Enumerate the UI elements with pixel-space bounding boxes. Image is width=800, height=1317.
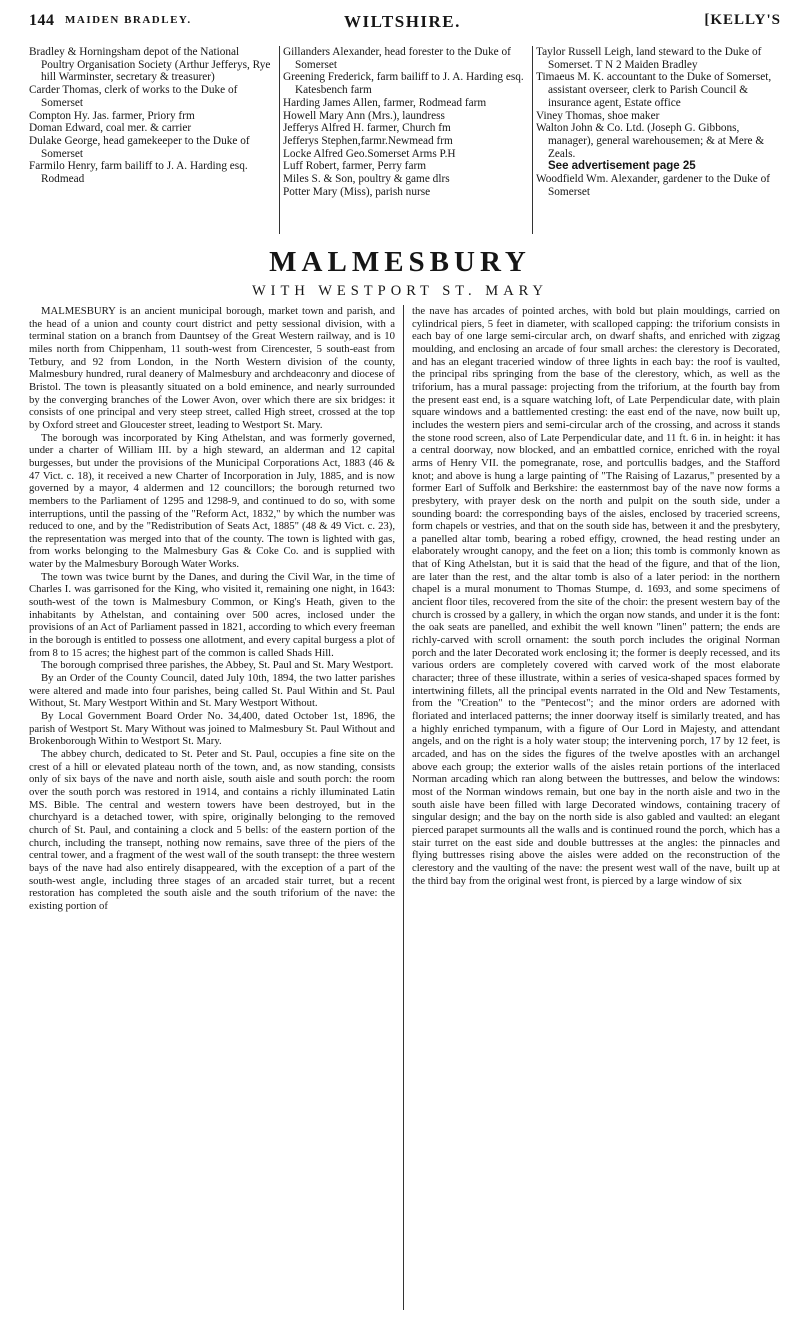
body-paragraph: The abbey church, dedicated to St. Peter and St. Paul, occupies a fine site on the crest of a hill or elevated plateau north of the town, and, as now standing, consists only of six bays of the nave and north aisle, south aisle and south porch: the room over the south porch was restored in 1914, and contains a richly illuminated Latin MS. Bible. The central and western towers have been destroyed, but in the churchyard is a detached tower, with spire, originally belonging to the removed church of St. Paul, and containing a clock and 5 bells: of the eastern portion of the church, including the transept, nothing now remains, save three of the piers of the central tower, and a fragment of the west wall of the south transept: the three western bays of the nave had also entirely disappeared, with the exception of a part of the south-west angle, including three stages of an arcaded stair turret, but a recent restoration has completed the south aisle and the south triforium of the nave: the existing portion of	[29, 747, 395, 912]
directory-entry: Luff Robert, farmer, Perry farm	[283, 160, 427, 173]
section-subtitle: WITH WESTPORT ST. MARY	[251, 283, 549, 299]
county-heading: WILTSHIRE.	[344, 12, 461, 31]
directory-column-1	[29, 46, 275, 186]
directory-entry: Carder Thomas, clerk of works to the Duke of Somerset	[29, 84, 238, 109]
section-title: MALMESBURY	[269, 246, 531, 278]
directory-entry: Dulake George, head gamekeeper to the Duke of Somerset	[29, 134, 250, 160]
directory-entry: Timaeus M. K. accountant to the Duke of Somerset, assistant overseer, clerk to Parish Council & insurance agent, Estate office	[536, 71, 772, 109]
body-paragraph: the nave has arcades of pointed arches, with bold but plain mouldings, carried on cylindrical piers, 5 feet in diameter, with scalloped capping: the triforium consists in each bay of one large semi-circular arch, on dwarf shafts, and enriched with zigzag moulding, and enclosing an arcade of four small arches: the clerestory is Decorated, and has an elegant traceried window of three lights in each bay: the roof is vaulted, the principal ribs springing from the base of the clerestory, which, as well as the triforium, has a mural passage: projecting from the triforium, at the fourth bay from the present east end, is a square watching loft, of Late Perpendicular date, with plain square windows and a battlemented cresting: the east end of the nave, now built up, includes the western piers and semi-circular arch of the crossing, and across it stands the stone rood screen, also of Late Perpendicular date, and 11 ft. 6 in. in height: it has a central doorway, now blocked, and an embattled cornice, enriched with the royal arms of Henry VII. the pomegranate, rose, and portcullis badges, and the Stafford knot; and above is hung a large painting of "The Raising of Lazarus," presented by a former Earl of Suffolk and Berkshire: the easternmost bay of the nave now forms a presbytery, with prayer desk on the north and pulpit on the south side, under a sounding board: the corresponding bays of the aisles, enclosed by traceried screens, form chapels or vestries, and that on the south side has, between it and the presbytery, a panelled altar tomb, bearing a robed effigy, crowned, the head resting under an elaborately wrought canopy, and the feet on a lion; this tomb is commonly known as that of King Athelstan, but it is said that the head of the figure, and that of the lion, are later than the rest, and the altar tomb is also of a later period: in the northern chapel is a mural monument to Thomas Stumpe, d. 1693, and some specimens of ancient floor tiles, recovered from the site of the choir: the present western bay of the church is crossed by a gallery, in which the organ now stands, and under it is the font: the oak seats are panelled, and exhibit the well known "linen" pattern; the ends are richly-carved with scroll ornament: the south porch includes the original Norman porch and the later Decorated work enclosing it; the former is deeply recessed, and its various orders are completely covered with carved work of the most elaborate character; three of these illustrate, within a series of vesica-shaped spaces formed by intertwining fillets, all the principal events narrated in the Old and New Testaments, from the "Creation" to the "Pentecost"; and the minor orders are adorned with floriated and interlaced patterns; the inner doorway itself is similarly treated, and has a highly enriched tympanum, with a figure of Our Lord in Majesty, and attendant angels, and on the right is a holy water stoup; the intervening porch, 17 by 12 feet, is arcaded, and has on the sides the figures of the twelve apostles with an archangel above each group; the exterior walls of the aisles retain portions of the interlaced Norman arcading which ran along between the buttresses, and below the windows: most of the Norman windows remain, but one bay in the north aisle and two in the south aisle have been filled with large Decorated windows, containing tracery of singular design; and the bay on the north side is also gabled and vaulted: an elegant pierced parapet surmounts all the walls and is continued round the porch, which has a stair turret on the east side and double buttresses at the angles: the pinnacles and flying buttresses rising above the aisles were added on the reconstruction of the clerestory and the vaulting of the nave: the present west wall of the nave, built up at the third bay from the original west front, is pierced by a large window of six	[412, 305, 780, 887]
page-number: 144	[29, 12, 55, 29]
directory-entry: Walton John & Co. Ltd. (Joseph G. Gibbons, manager), general warehousemen; & at Mere & Zeals.	[536, 122, 765, 160]
directory-entry: Greening Frederick, farm bailiff to J. A. Harding esq. Katesbench farm	[283, 71, 524, 97]
directory-entry: Woodfield Wm. Alexander, gardener to the Duke of Somerset	[536, 173, 771, 198]
directory-entry: Locke Alfred Geo.Somerset Arms P.H	[283, 147, 456, 160]
publisher-name: [KELLY'S	[704, 12, 781, 28]
directory-entry: Jefferys Alfred H. farmer, Church fm	[283, 122, 451, 135]
directory-entry: Gillanders Alexander, head forester to the Duke of Somerset	[283, 46, 511, 71]
column-divider	[532, 46, 533, 234]
advertisement-notice: See advertisement page 25	[548, 160, 696, 173]
body-paragraph: By an Order of the County Council, dated July 10th, 1894, the two latter parishes were altered and made into four parishes, being called St. Paul Within and St. Paul Without, St. Mary Westport Within and St. Mary Westport Without.	[29, 672, 395, 710]
directory-entry: Farmilo Henry, farm bailiff to J. A. Harding esq. Rodmead	[29, 160, 248, 186]
directory-column-2	[283, 46, 528, 198]
directory-entry: Doman Edward, coal mer. & carrier	[29, 122, 192, 135]
directory-entry: Howell Mary Ann (Mrs.), laundress	[283, 109, 445, 122]
body-column-right	[412, 305, 780, 887]
body-paragraph: The borough was incorporated by King Athelstan, and was formerly governed, under a charter of William III. by a high steward, an alderman and 12 capital burgesses, but under the provisions of the Municipal Corporations Act, 1883 (46 & 47 Vict. c. 18), it received a new Charter of Incorporation in July, 1885, and is now governed by a mayor, 4 aldermen and 12 councillors; the borough returned two members to the Parliament of 1295 and 1298-9, and continued to do so, with some interruptions, until the passing of the "Reform Act, 1832," by which the number was reduced to one, and by the "Redistribution of Seats Act, 1885" (48 & 49 Vict. c. 23), the representation was merged into that of the county. The town is lighted with gas, from works belonging to the Malmesbury Gas & Coke Co. and is supplied with water by the Malmesbury Borough Water Works.	[29, 431, 395, 571]
body-paragraph: The town was twice burnt by the Danes, and during the Civil War, in the time of Charles I. was garrisoned for the King, who visited it, remaining one night, in 1643: south-west of the town is Malmesbury Common, or King's Heath, given to the inhabitants by Athelstan, and containing over 500 acres, inclosed under the provisions of an Act of Parliament passed in 1821, according to which every freeman in the borough is entitled to possess one allotment, and every capital burgess a plot of from 8 to 15 acres; the highest part of the common is called Shads Hill.	[29, 570, 395, 659]
body-paragraph: By Local Government Board Order No. 34,400, dated October 1st, 1896, the parish of Westport St. Mary Without was joined to Malmesbury St. Paul Without and Brokenborough Within to Westport St. Mary.	[29, 710, 395, 748]
column-divider	[403, 305, 404, 1310]
directory-entry: Bradley & Horningsham depot of the National Poultry Organisation Society (Arthur Jefferys, Rye hill Warminster, secretary & treasurer)	[29, 46, 271, 84]
body-paragraph: MALMESBURY is an ancient municipal borough, market town and parish, and the head of a union and county court district and petty sessional division, with a terminal station on a branch from Dauntsey of the Great Western railway, and is 10 miles north from Chippenham, 11 south-west from Cirencester, 5 south-east from Tetbury, and 92 from London, in the North Western division of the county, Malmesbury hundred, rural deanery of Malmesbury and archdeaconry and diocese of Bristol. The town is pleasantly situated on a bold eminence, and nearly surrounded by the converging branches of the Lower Avon, over which there are six bridges: it consists of one principal and very steep street, called High street, crossed at the top by Oxford street and Gloucester street, leading to Westport St. Mary.	[29, 305, 395, 431]
directory-entry: Jefferys Stephen,farmr.Newmead frm	[283, 134, 453, 147]
directory-entry: Potter Mary (Miss), parish nurse	[283, 185, 431, 198]
directory-entry: Taylor Russell Leigh, land steward to the Duke of Somerset. T N 2 Maiden Bradley	[536, 46, 762, 71]
column-divider	[279, 46, 280, 234]
directory-column-3	[536, 46, 782, 198]
running-header	[29, 12, 781, 34]
directory-entry: Harding James Allen, farmer, Rodmead farm	[283, 96, 487, 109]
body-paragraph: The borough comprised three parishes, the Abbey, St. Paul and St. Mary Westport.	[41, 659, 394, 672]
directory-entry: Compton Hy. Jas. farmer, Priory frm	[29, 109, 195, 122]
body-column-left	[29, 305, 395, 913]
running-place-name: MAIDEN BRADLEY.	[65, 14, 192, 26]
directory-entry: Viney Thomas, shoe maker	[536, 109, 660, 122]
directory-entry: Miles S. & Son, poultry & game dlrs	[283, 173, 450, 186]
